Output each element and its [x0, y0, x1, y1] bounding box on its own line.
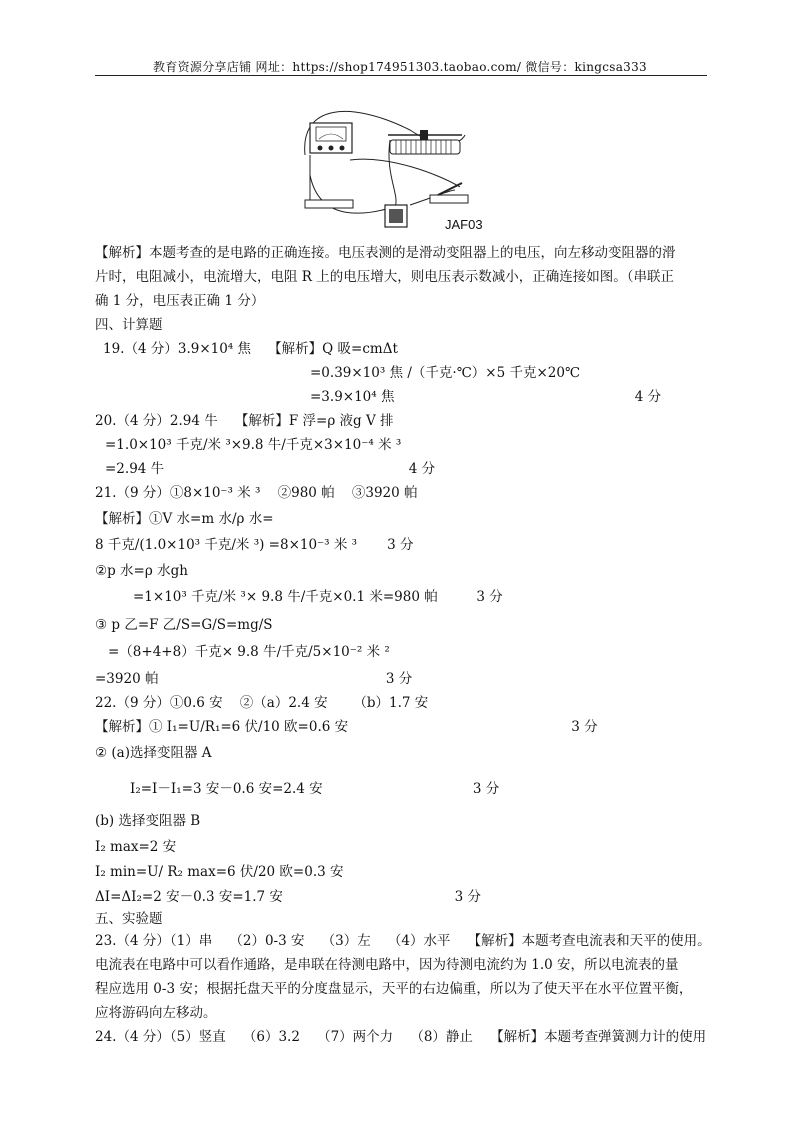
- text-line: (b) 选择变阻器 B: [95, 813, 201, 829]
- text-line: 24.（4 分）（5）竖直 （6）3.2 （7）两个力 （8）静止 【解析】本题考查弹簧测力计的使用: [95, 1029, 707, 1045]
- text-line: 19.（4 分）3.9×10⁴ 焦 【解析】Q 吸=cmΔt: [103, 341, 398, 357]
- text-line: 21.（9 分）①8×10⁻³ 米 ³ ②980 帕 ③3920 帕: [95, 485, 418, 501]
- text-line: I₂ max=2 安: [95, 839, 177, 855]
- text-line: 确 1 分，电压表正确 1 分）: [95, 293, 265, 309]
- header-divider: [95, 75, 707, 76]
- page-header: 教育资源分享店铺 网址：https://shop174951303.taobao.com/ 微信号：kingcsa333: [153, 60, 647, 74]
- text-line: ② (a)选择变阻器 A: [95, 745, 212, 761]
- text-line: 程应选用 0-3 安；根据托盘天平的分度盘显示，天平的右边偏重，所以为了使天平在水平位置平衡，: [95, 981, 693, 997]
- text-line: 20.（4 分）2.94 牛 【解析】F 浮=ρ 液g V 排: [95, 413, 394, 429]
- text-line: ΔI=ΔI₂=2 安－0.3 安=1.7 安 3 分: [95, 889, 481, 905]
- text-line: 23.（4 分）（1）串 （2）0-3 安 （3）左 （4）水平 【解析】本题考查电流表和天平的使用。: [95, 933, 711, 949]
- text-line: ②p 水=ρ 水gh: [95, 563, 188, 579]
- text-line: =0.39×10³ 焦 /（千克·℃）×5 千克×20℃: [310, 365, 581, 381]
- text-line: =3.9×10⁴ 焦 4 分: [310, 389, 662, 405]
- text-line: 四、计算题: [95, 317, 163, 333]
- text-line: I₂=I－I₁=3 安－0.6 安=2.4 安 3 分: [130, 781, 500, 797]
- figure-label: JAF03: [445, 217, 483, 232]
- text-line: =1.0×10³ 千克/米 ³×9.8 牛/千克×3×10⁻⁴ 米 ³: [105, 437, 402, 453]
- text-line: 【解析】①V 水=m 水/ρ 水=: [95, 511, 274, 527]
- text-line: 五、实验题: [95, 911, 163, 927]
- text-line: 电流表在电路中可以看作通路，是串联在待测电路中，因为待测电流约为 1.0 安，所以电流表的量: [95, 957, 679, 973]
- circuit-diagram: [290, 95, 500, 235]
- text-line: 22.（9 分）①0.6 安 ②（a）2.4 安 （b）1.7 安: [95, 695, 429, 711]
- text-line: 8 千克/(1.0×10³ 千克/米 ³) =8×10⁻³ 米 ³ 3 分: [95, 537, 414, 553]
- text-line: 片时，电阻减小，电流增大，电阻 R 上的电压增大，则电压表示数减小，正确连接如图。（串联正: [95, 269, 674, 285]
- text-line: I₂ min=U/ R₂ max=6 伏/20 欧=0.3 安: [95, 864, 344, 880]
- text-line: =2.94 牛 4 分: [105, 461, 436, 477]
- text-line: 应将游码向左移动。: [95, 1005, 217, 1021]
- text-line: 【解析】① I₁=U/R₁=6 伏/10 欧=0.6 安 3 分: [95, 719, 598, 735]
- text-line: =3920 帕 3 分: [95, 671, 413, 687]
- text-line: =1×10³ 千克/米 ³× 9.8 牛/千克×0.1 米=980 帕 3 分: [133, 589, 503, 605]
- text-line: =（8+4+8）千克× 9.8 牛/千克/5×10⁻² 米 ²: [108, 644, 390, 660]
- text-line: ③ p 乙=F 乙/S=G/S=mg/S: [95, 617, 273, 633]
- text-line: 【解析】本题考查的是电路的正确连接。电压表测的是滑动变阻器上的电压，向左移动变阻器的滑: [95, 245, 676, 261]
